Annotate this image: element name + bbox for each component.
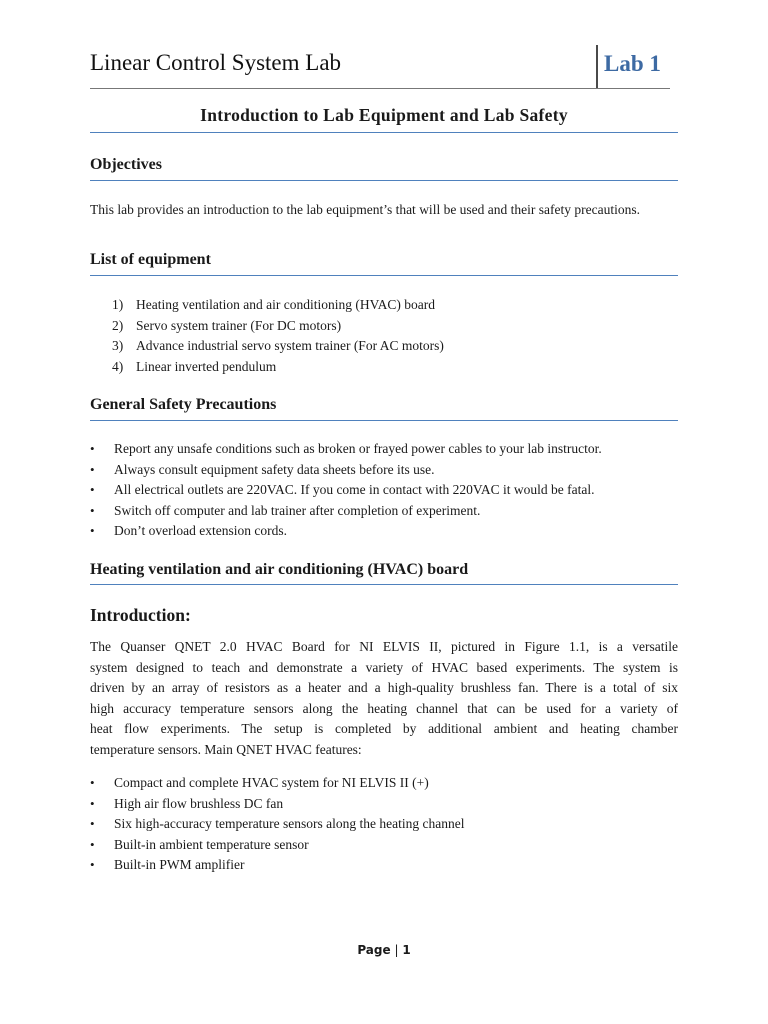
list-item-text: Report any unsafe conditions such as broken or frayed power cables to your lab instructor.	[114, 441, 602, 456]
list-item-text: Switch off computer and lab trainer after completion of experiment.	[114, 502, 481, 518]
header-divider	[596, 45, 598, 89]
bullet-icon: •	[90, 461, 95, 477]
equipment-list	[112, 295, 444, 377]
bullet-icon: •	[90, 502, 95, 518]
list-item-text: Compact and complete HVAC system for NI ELVIS II (+)	[114, 775, 429, 790]
list-item-text: Servo system trainer (For DC motors)	[136, 317, 342, 333]
paragraph-line: heat flow experiments. The setup is completed by additional ambient and heating chamber	[90, 721, 678, 736]
list-item-text: Linear inverted pendulum	[136, 358, 277, 374]
list-item	[112, 295, 444, 316]
bullet-icon: •	[90, 523, 95, 538]
introduction-heading: Introduction:	[90, 605, 191, 625]
list-item	[90, 480, 602, 501]
document-title: Introduction to Lab Equipment and Lab Safety	[200, 105, 568, 125]
list-item	[90, 794, 465, 815]
safety-rule	[90, 420, 678, 421]
header-lab-label: Lab 1	[604, 51, 661, 76]
header-course-title: Linear Control System Lab	[90, 50, 342, 75]
bullet-icon: •	[90, 775, 95, 790]
objectives-rule	[90, 180, 678, 181]
hvac-heading: Heating ventilation and air conditioning (HVAC) board	[90, 561, 469, 578]
list-item	[112, 336, 444, 357]
equipment-heading: List of equipment	[90, 251, 211, 268]
equipment-rule	[90, 275, 678, 276]
safety-heading: General Safety Precautions	[90, 396, 277, 413]
list-item-text: All electrical outlets are 220VAC. If you come in contact with 220VAC it would be fatal.	[114, 482, 595, 497]
page-number: 1	[402, 943, 411, 957]
list-item	[112, 357, 444, 378]
list-item-text: High air flow brushless DC fan	[114, 795, 284, 811]
objectives-heading: Objectives	[90, 156, 162, 173]
bullet-icon: •	[90, 816, 95, 831]
list-item	[90, 460, 602, 481]
list-item-text: Built-in ambient temperature sensor	[114, 836, 309, 852]
paragraph-line: driven by an array of resistors as a heater and a high-quality brushless fan. There is a total of six	[90, 680, 678, 695]
paragraph-line: The Quanser QNET 2.0 HVAC Board for NI ELVIS II, pictured in Figure 1.1, is a versatile	[90, 639, 678, 654]
list-item-number: 4)	[112, 358, 124, 374]
list-item-text: Heating ventilation and air conditioning (HVAC) board	[136, 297, 435, 312]
list-item	[90, 855, 465, 876]
list-item	[90, 773, 465, 794]
list-item-text: Don’t overload extension cords.	[114, 523, 287, 538]
bullet-icon: •	[90, 857, 95, 872]
paragraph-line: temperature sensors. Main QNET HVAC features:	[90, 741, 362, 757]
list-item-number: 1)	[112, 297, 124, 312]
list-item	[90, 835, 465, 856]
page-label: Page	[357, 943, 391, 957]
header-rule	[90, 88, 670, 89]
features-list	[90, 773, 465, 876]
introduction-paragraph	[90, 637, 678, 760]
paragraph-line: high accuracy temperature sensors along the heating channel that can be used for a variety of	[90, 700, 678, 716]
list-item-text: Six high-accuracy temperature sensors along the heating channel	[114, 816, 465, 831]
list-item-text: Always consult equipment safety data sheets before its use.	[114, 461, 435, 477]
list-item-number: 2)	[112, 317, 124, 333]
page-separator: |	[394, 943, 399, 957]
title-rule	[90, 132, 678, 133]
safety-list	[90, 439, 602, 542]
objectives-text: This lab provides an introduction to the lab equipment’s that will be used and their safety precautions.	[90, 202, 640, 217]
list-item-number: 3)	[112, 338, 124, 353]
paragraph-line: system designed to teach and demonstrate a variety of HVAC based experiments. The system is	[90, 659, 678, 675]
hvac-rule	[90, 584, 678, 585]
list-item-text: Built-in PWM amplifier	[114, 857, 245, 872]
bullet-icon: •	[90, 482, 95, 497]
page-footer	[0, 943, 768, 957]
list-item	[90, 501, 602, 522]
list-item	[90, 439, 602, 460]
bullet-icon: •	[90, 795, 95, 811]
list-item-text: Advance industrial servo system trainer (For AC motors)	[136, 338, 444, 353]
list-item	[90, 814, 465, 835]
bullet-icon: •	[90, 836, 95, 852]
list-item	[90, 521, 602, 542]
bullet-icon: •	[90, 441, 95, 456]
list-item	[112, 316, 444, 337]
